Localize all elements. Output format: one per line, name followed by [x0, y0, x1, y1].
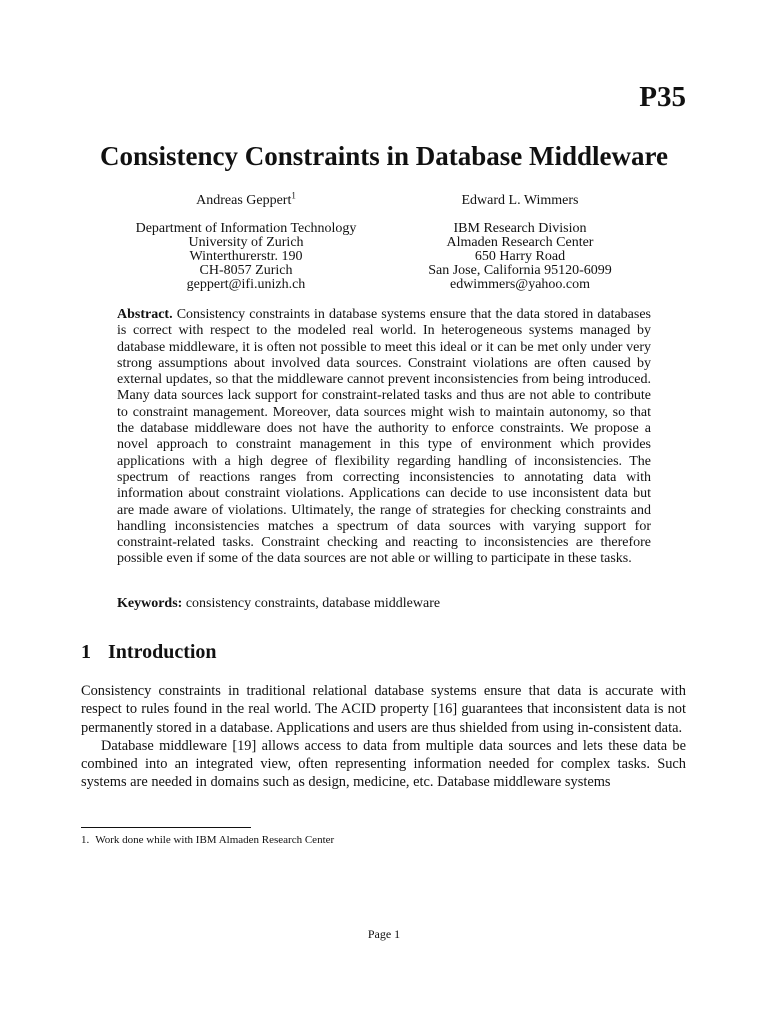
footnote	[81, 833, 334, 847]
page-number: Page 1	[367, 927, 401, 941]
abstract	[117, 307, 651, 568]
affiliation-line: 650 Harry Road	[474, 249, 566, 264]
paper-title: Consistency Constraints in Database Middleware	[99, 141, 668, 171]
abstract-label: Abstract.	[117, 307, 173, 322]
author-block-1	[86, 186, 406, 292]
affiliation-line: Almaden Research Center	[446, 235, 594, 250]
footnote-divider	[81, 827, 251, 828]
author-block-2	[360, 186, 680, 292]
body-paragraph: Consistency constraints in traditional relational database systems ensure that data is accurate with respect to rules found in the real world. The ACID property [16] guarantees that inconsistent data is not permanently stored in a database. Applications and users are thus shielded from using in-consistent data.	[81, 683, 686, 736]
affiliation-line: San Jose, California 95120-6099	[428, 263, 612, 278]
keywords	[117, 595, 651, 613]
section-heading	[81, 639, 217, 665]
section-number: 1	[81, 641, 91, 663]
affiliation-line: University of Zurich	[188, 235, 304, 250]
footnote-number: 1.	[81, 834, 90, 846]
author-email: geppert@ifi.unizh.ch	[186, 277, 306, 292]
footnote-text: Work done while with IBM Almaden Research Center	[95, 834, 335, 846]
abstract-text: Consistency constraints in database systems ensure that the data stored in databases is correct with respect to the modeled real world. In heterogeneous systems managed by database middleware, it is often not possible to meet this ideal or it can be met only under very strong assumptions about involved data sources. Constraint violations are often caused by external updates, so that the middleware cannot prevent inconsistencies from being introduced. Many data sources lack support for constraint-related tasks and thus are not able to contribute to constraint management. Moreover, data sources might wish to maintain autonomy, so that the database middleware does not have the authority to enforce constraints. We propose a novel approach to constraint management in this type of environment which provides applications with a high degree of flexibility regarding handling of inconsistencies. The spectrum of reactions ranges from correcting inconsistencies to annotating data with information about constraint violations. Applications can decide to use inconsistent data but are made aware of violations. Ultimately, the range of strategies for checking constraints and handling inconsistencies matches a spectrum of data sources with varying support for constraint-related tasks. Constraint checking and reacting to inconsistencies are therefore possible even if some of the data sources are not able or willing to participate in these tasks.	[117, 307, 652, 567]
author-name: Edward L. Wimmers	[461, 193, 579, 208]
affiliation-line: Winterthurerstr. 190	[189, 249, 303, 264]
keywords-label: Keywords:	[117, 596, 183, 611]
section-title: Introduction	[108, 641, 217, 663]
author-email: edwimmers@yahoo.com	[449, 277, 591, 292]
footnote-mark: 1	[291, 190, 296, 201]
affiliation-line: Department of Information Technology	[135, 221, 357, 236]
author-name-line	[86, 186, 406, 216]
paper-id: P35	[639, 81, 686, 113]
author-name-line	[360, 186, 680, 216]
author-name: Andreas Geppert	[196, 193, 292, 208]
affiliation-line: CH-8057 Zurich	[199, 263, 293, 278]
section-body	[81, 682, 686, 792]
affiliation-line: IBM Research Division	[453, 221, 587, 236]
body-paragraph: Database middleware [19] allows access to data from multiple data sources and lets these data be combined into an integrated view, often representing information needed for complex tasks. Such systems are needed in domains such as design, medicine, etc. Database middleware systems	[81, 737, 686, 791]
keywords-text: consistency constraints, database middleware	[185, 596, 441, 611]
